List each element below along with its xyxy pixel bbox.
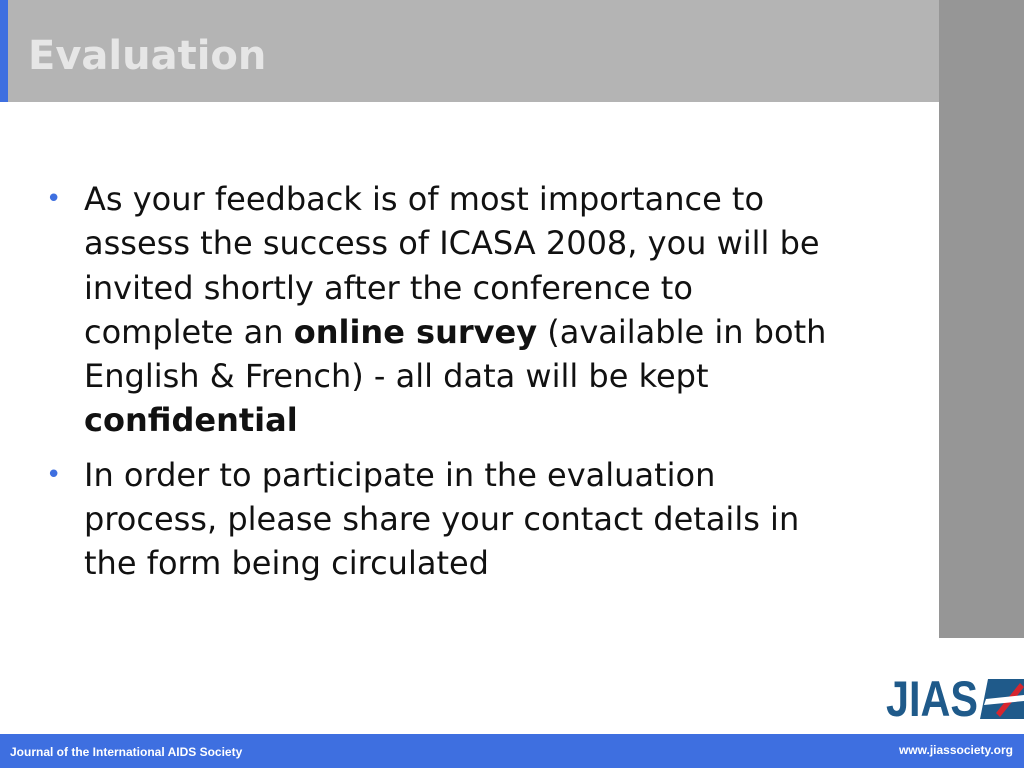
footer-journal-name: Journal of the International AIDS Society <box>10 745 243 759</box>
footer-bar <box>0 734 1024 768</box>
bullet-text: As your feedback is of most importance to assess the success of ICASA 2008, you will be invited shortly after the conference to complete an <box>84 180 820 351</box>
bullet-bold-text: confidential <box>84 401 298 440</box>
logo-emblem-icon <box>980 679 1024 719</box>
right-side-panel <box>939 0 1024 638</box>
jias-logo <box>884 669 1024 725</box>
bullet-text: In order to participate in the evaluation process, please share your contact details in the form being circulated <box>84 455 800 583</box>
title-accent-stripe <box>0 0 8 102</box>
bullet-text: (available in both English & French) - all data will be kept <box>84 312 827 396</box>
bullet-item-feedback <box>44 177 844 443</box>
slide-content <box>44 177 844 596</box>
footer-website-link[interactable]: www.jiassociety.org <box>898 743 1013 757</box>
bullet-icon: • <box>46 184 62 214</box>
bullet-bold-text: online survey <box>293 312 538 351</box>
bullet-item-participation <box>44 453 844 586</box>
title-bar <box>0 0 939 102</box>
logo-text: JIAS <box>886 671 978 725</box>
bullet-icon: • <box>46 459 62 490</box>
jias-logo-icon <box>884 669 1024 725</box>
slide-title: Evaluation <box>28 33 267 79</box>
bullet-list <box>44 177 844 586</box>
